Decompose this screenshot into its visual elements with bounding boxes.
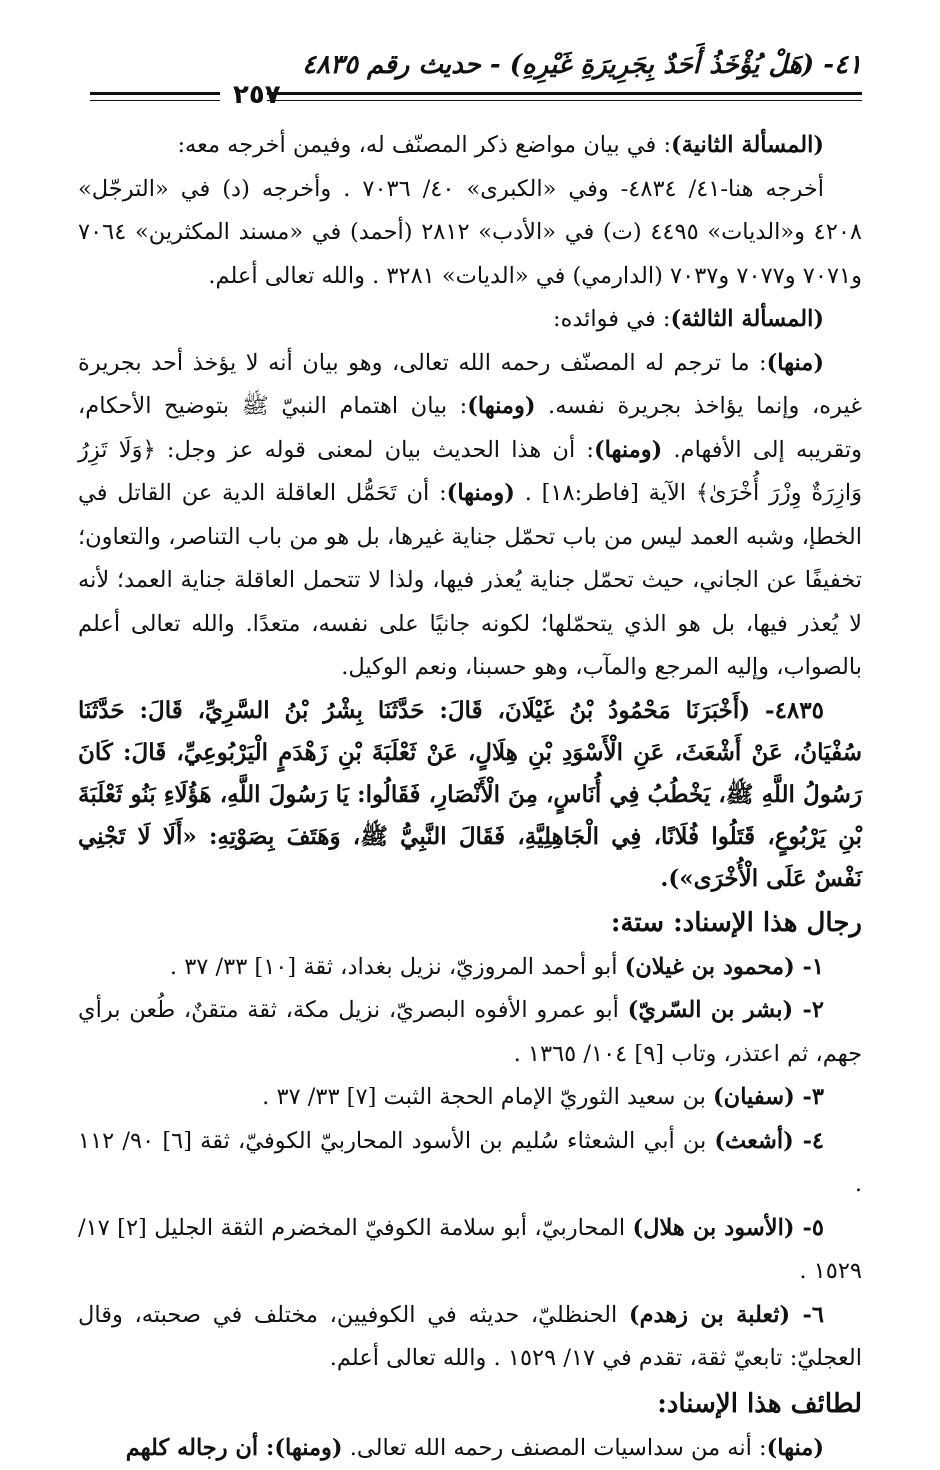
rijal-item-label: ٤- (أشعث) [714, 1128, 824, 1154]
fawaid-4-text: : أن تَحَمُّل العاقلة الدية عن القاتل في الخطإ، وشبه العمد ليس من باب تحمّل جناية غيرها، بل هو من باب التناصر، والتعاون؛ تخفيفًا عن الجاني، حيث تحمّل جناية يُعذر فيها، ولذا لا تتحمل العاقلة جناية العمد؛ لأنه لا يُعذر فيها، بل هو الذي يتحمّلها؛ لكونه جانيًا على نفسه، متعدًا. والله تعالى أعلم بالصواب، وإليه المرجع والمآب، وهو حسبنا، ونعم الوكيل. [78, 480, 862, 680]
masala-3-label: (المسألة الثالثة) [670, 306, 824, 332]
takhrij-paragraph: أخرجه هنا-٤١/ ٤٨٣٤- وفي «الكبرى» ٤٠/ ٧٠٣٦ . وأخرجه (د) في «الترجّل» ٤٢٠٨ و«الديات» ٤٤٩٥ (ت) في «الأدب» ٢٨١٢ (أحمد) في «مسند المكثرين» ٧٠٦٤ و٧٠٧١ و٧٠٧٧ و٧٠٣٧ (الدارمي) في «الديات» ٣٢٨١ . والله تعالى أعلم. [78, 168, 862, 299]
page-number-rule [90, 92, 220, 95]
rijal-item-text: الحنظليّ، حديثه في الكوفيين، مختلف في صحبته، وقال العجليّ: تابعيّ ثقة، تقدم في ١٧/ ١٥٢٩ . والله تعالى أعلم. [78, 1302, 862, 1372]
page-number: ٢٥٧ [233, 80, 281, 110]
lataif-paragraph [78, 1427, 862, 1470]
fawaid-1-text: : ما ترجم له المصنّف رحمه الله تعالى، وهو بيان أنه لا يؤخذ أحد بجريرة غيره، وإنما يؤاخذ بجريرة نفسه. [78, 350, 862, 420]
lataif-2-label: (ومنها) [274, 1435, 342, 1461]
lataif-heading: لطائف هذا الإسناد: [78, 1381, 862, 1427]
hadith-text: ٤٨٣٥- (أَخْبَرَنَا مَحْمُودُ بْنُ غَيْلَانَ، قَالَ: حَدَّثَنَا بِشْرُ بْنُ السَّرِيِّ، قَالَ: حَدَّثَنَا سُفْيَانُ، عَنْ أَشْعَثَ، عَنِ الْأَسْوَدِ بْنِ هِلَالٍ، عَنْ ثَعْلَبَةَ بْنِ زَهْدَمٍ الْيَرْبُوعِيِّ، قَالَ: كَانَ رَسُولُ اللَّهِ ﷺ، يَخْطُبُ فِي أُنَاسٍ، مِنَ الْأَنْصَارِ، فَقَالُوا: يَا رَسُولَ اللَّهِ، هَؤُلَاءِ بَنُو ثَعْلَبَةَ بْنِ يَرْبُوعٍ، قَتَلُوا فُلَانًا، فِي الْجَاهِلِيَّةِ، فَقَالَ النَّبِيُّ ﷺ، وَهَتَفَ بِصَوْتِهِ: «أَلَا لَا تَجْنِي نَفْسٌ عَلَى الْأُخْرَى»). [78, 690, 862, 900]
masala-2 [78, 124, 862, 168]
fawaid-4-label: (ومنها) [447, 480, 515, 506]
page-header [78, 40, 862, 110]
rijal-item-text: بن سعيد الثوريّ الإمام الحجة الثبت [٧] ٣٣/ ٣٧ . [262, 1084, 713, 1110]
rijal-heading: رجال هذا الإسناد: ستة: [78, 900, 862, 946]
lataif-1-label: (منها) [767, 1435, 824, 1461]
lataif-2-text: : أن رجاله كلهم [126, 1435, 275, 1461]
book-page [78, 40, 862, 1470]
rijal-item-label: ٥- (الأسود بن هلال) [632, 1215, 824, 1241]
rijal-item-text: بن أبي الشعثاء سُليم بن الأسود المحاربيّ الكوفيّ، ثقة [٦] ٩٠/ ١١٢ . [78, 1128, 862, 1198]
fawaid-2-label: (ومنها) [467, 393, 535, 419]
masala-3 [78, 298, 862, 342]
rijal-item-text: أبو عمرو الأفوه البصريّ، نزيل مكة، ثقة متقنٌ، طُعن برأي جهم، ثم اعتذر، وتاب [٩] ١٠٤/ ١٣٦٥ . [78, 997, 862, 1067]
chapter-title: ٤١- (هَلْ يُؤْخَذُ أَحَدٌ بِجَرِيرَةِ غَيْرِهِ) - حديث رقم ٤٨٣٥ [302, 50, 862, 80]
header-rule [267, 92, 862, 95]
rijal-item-text: المحاربيّ، أبو سلامة الكوفيّ المخضرم الثقة الجليل [٢] ١٧/ ١٥٢٩ . [78, 1215, 862, 1285]
rijal-item-text: أبو أحمد المروزيّ، نزيل بغداد، ثقة [١٠] ٣٣/ ٣٧ . [170, 954, 625, 980]
rijal-item [78, 1076, 862, 1120]
fawaid-3-text: : أن هذا الحديث بيان لمعنى قوله عز وجل: ﴿وَلَا تَزِرُ وَازِرَةٌ وِزْرَ أُخْرَىٰ﴾ الآية [فاطر:١٨] . [78, 437, 862, 507]
rijal-item-label: ٢- (بشر بن السّريّ) [628, 997, 824, 1023]
header-rule-thin [267, 100, 862, 101]
fawaid-paragraph [78, 342, 862, 690]
fawaid-1-label: (منها) [767, 350, 824, 376]
rijal-item [78, 1294, 862, 1381]
page-body [78, 124, 862, 1470]
masala-3-text: : في فوائده: [553, 306, 670, 332]
masala-2-text: : في بيان مواضع ذكر المصنّف له، وفيمن أخرجه معه: [177, 132, 671, 158]
rijal-item-label: ٦- (ثعلبة بن زهدم) [629, 1302, 824, 1328]
rijal-item [78, 946, 862, 990]
rijal-item-label: ٣- (سفيان) [713, 1084, 824, 1110]
rijal-item-label: ١- (محمود بن غيلان) [625, 954, 824, 980]
rijal-item [78, 1207, 862, 1294]
masala-2-label: (المسألة الثانية) [671, 132, 824, 158]
fawaid-3-label: (ومنها) [594, 437, 662, 463]
rijal-item [78, 989, 862, 1076]
fawaid-2-text: : بيان اهتمام النبيّ ﷺ بتوضيح الأحكام، وتقريبه إلى الأفهام. [78, 393, 862, 463]
lataif-1-text: : أنه من سداسيات المصنف رحمه الله تعالى. [350, 1435, 767, 1461]
rijal-item [78, 1120, 862, 1207]
page-number-rule-thin [90, 100, 220, 101]
